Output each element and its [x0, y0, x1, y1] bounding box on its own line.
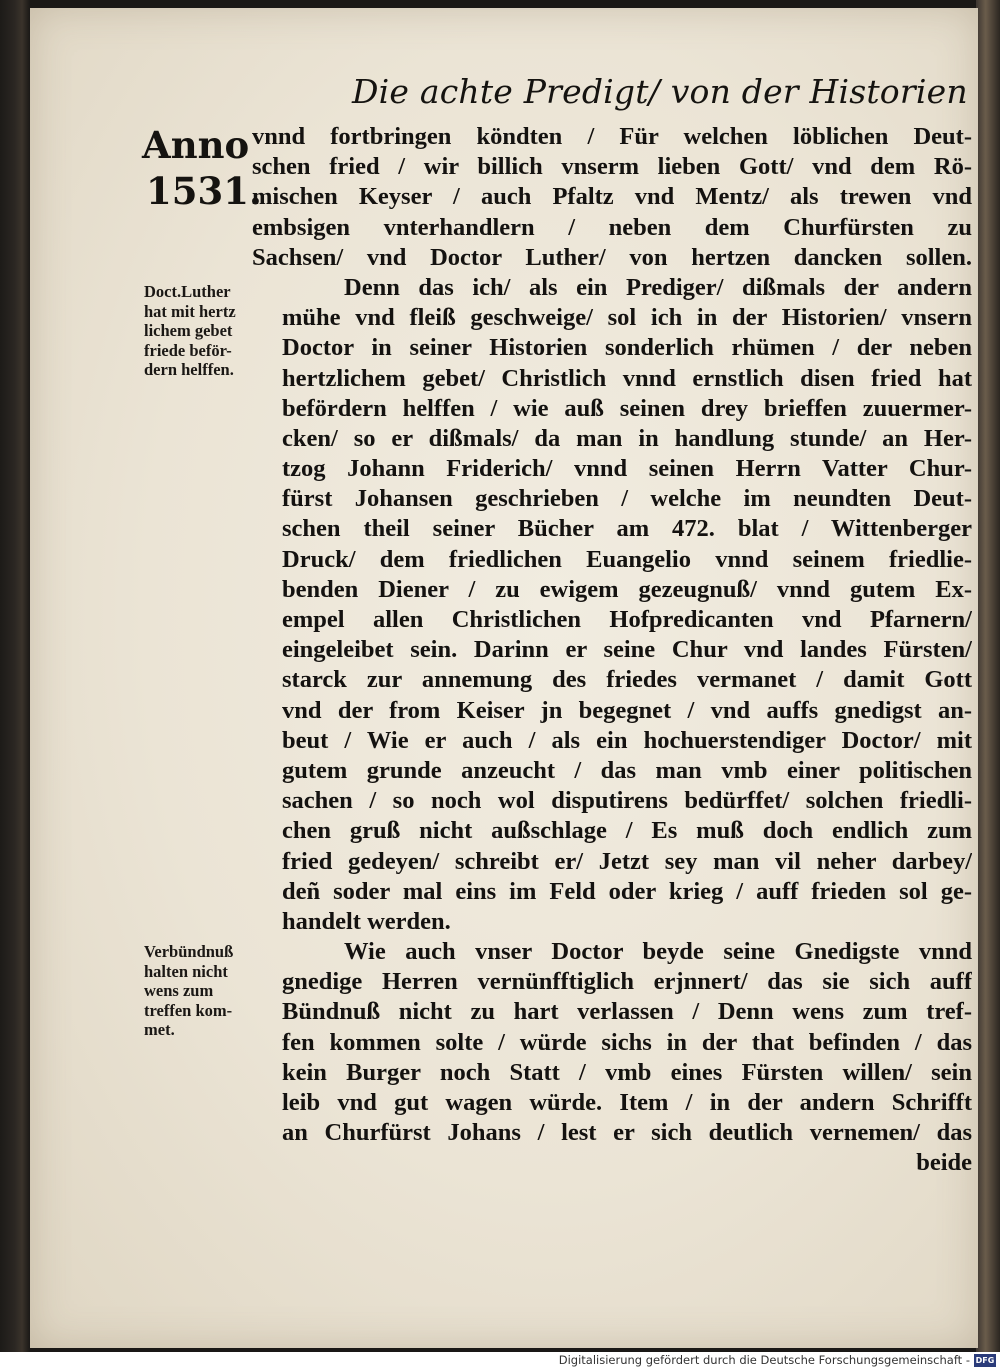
margin-note-line: Doct.Luther	[144, 282, 231, 301]
text-line: empel allen Christlichen Hofpredicanten vnd Pfarnern/	[282, 606, 972, 633]
text-line: Wie auch vnser Doctor beyde seine Gnedigste vnnd	[344, 938, 972, 966]
text-line: Bündnuß nicht zu hart verlassen / Denn wens zum tref-	[282, 998, 972, 1026]
text-line: fürst Johansen geschrieben / welche im neundten Deut-	[282, 485, 972, 513]
text-line: Sachsen/ vnd Doctor Luther/ von hertzen dancken sollen.	[252, 243, 972, 271]
text-line: kein Burger noch Statt / vmb eines Fürsten willen/ sein	[282, 1058, 972, 1086]
text-line: deñ soder mal eins im Feld oder krieg / auff frieden sol ge-	[282, 877, 972, 905]
year-marginal	[142, 122, 262, 214]
margin-note-line: hat mit hertz	[144, 301, 236, 321]
catchword: beide	[916, 1149, 972, 1177]
margin-note-line: wens zum	[144, 981, 214, 1000]
margin-note-line: met.	[144, 1020, 175, 1039]
text-line: vnd der from Keiser jn begegnet / vnd auffs gnedigst an-	[282, 696, 972, 724]
book-page	[30, 8, 978, 1348]
text-line: schen theil seiner Bücher am 472. blat / Wittenberger	[282, 515, 972, 543]
text-line: handelt werden.	[282, 907, 451, 935]
text-line: leib vnd gut wagen würde. Item / in der andern Schrifft	[282, 1089, 972, 1116]
text-line: gnedige Herren vernünfftiglich erjnnert/ das sie sich auff	[282, 968, 972, 996]
margin-note-line: treffen kom-	[144, 1000, 233, 1020]
anno-year: 1531.	[146, 169, 262, 213]
text-line: embsigen vnterhandlern / neben dem Churfürsten zu	[252, 213, 972, 241]
text-line: gutem grunde anzeucht / das man vmb einer politischen	[282, 756, 972, 784]
text-line: chen gruß nicht außschlage / Es muß doch endlich zum	[282, 817, 972, 845]
text-line: eingeleibet sein. Darinn er seine Chur vnd landes Fürsten/	[282, 636, 972, 664]
text-line: vnnd fortbringen köndten / Für welchen löblichen Deut-	[252, 123, 972, 150]
margin-note-line: lichem gebet	[144, 321, 233, 340]
text-line: Druck/ dem friedlichen Euangelio vnnd seinem friedlie-	[282, 545, 972, 573]
footer-bar	[0, 1352, 1000, 1370]
text-line: schen fried / wir billich vnserm lieben Gott/ vnd dem Rö-	[252, 153, 972, 181]
text-line: benden Diener / zu ewigem gezeugnuß/ vnnd gutem Ex-	[282, 575, 972, 603]
text-line: fen kommen solte / würde sichs in der that befinden / das	[282, 1028, 972, 1056]
body-text	[252, 122, 972, 1179]
text-line: mischen Keyser / auch Pfaltz vnd Mentz/ als trewen vnd	[252, 183, 972, 211]
anno-word: Anno	[142, 123, 250, 167]
text-line: tzog Johann Friderich/ vnnd seinen Herrn Vatter Chur-	[282, 455, 972, 483]
text-line: befördern helffen / wie auß seinen drey brieffen zuuermer-	[282, 394, 972, 422]
text-line: starck zur annemung des friedes vermanet / damit Gott	[282, 666, 972, 694]
text-line: hertzlichem gebet/ Christlich vnnd ernstlich disen fried hat	[282, 364, 972, 392]
running-header: Die achte Predigt/ von der Historien	[352, 72, 968, 111]
margin-note-line: dern helffen.	[144, 360, 234, 379]
footer-credit: Digitalisierung gefördert durch die Deutsche Forschungsgemeinschaft -	[558, 1353, 970, 1367]
text-line: Doctor in seiner Historien sonderlich rhümen / der neben	[282, 334, 972, 362]
text-line: beut / Wie er auch / als ein hochuerstendiger Doctor/ mit	[282, 726, 972, 754]
margin-note-line: friede beför-	[144, 340, 232, 360]
text-line: sachen / so noch wol disputirens bedürffet/ solchen friedli-	[282, 787, 972, 815]
text-line: fried gedeyen/ schreibt er/ Jetzt sey man vil neher darbey/	[282, 847, 972, 875]
text-line: cken/ so er dißmals/ da man in handlung stunde/ an Her-	[282, 424, 972, 452]
margin-note-line: halten nicht	[144, 961, 228, 981]
dfg-logo: DFG	[975, 1356, 995, 1365]
margin-note-line: Verbündnuß	[144, 942, 234, 961]
text-line: mühe vnd fleiß geschweige/ sol ich in der Historien/ vnsern	[282, 304, 972, 332]
text-line: Denn das ich/ als ein Prediger/ dißmals der andern	[344, 273, 972, 301]
text-line: an Churfürst Johans / lest er sich deutlich vernemen/ das	[282, 1119, 972, 1147]
book-edge	[976, 0, 1000, 1352]
